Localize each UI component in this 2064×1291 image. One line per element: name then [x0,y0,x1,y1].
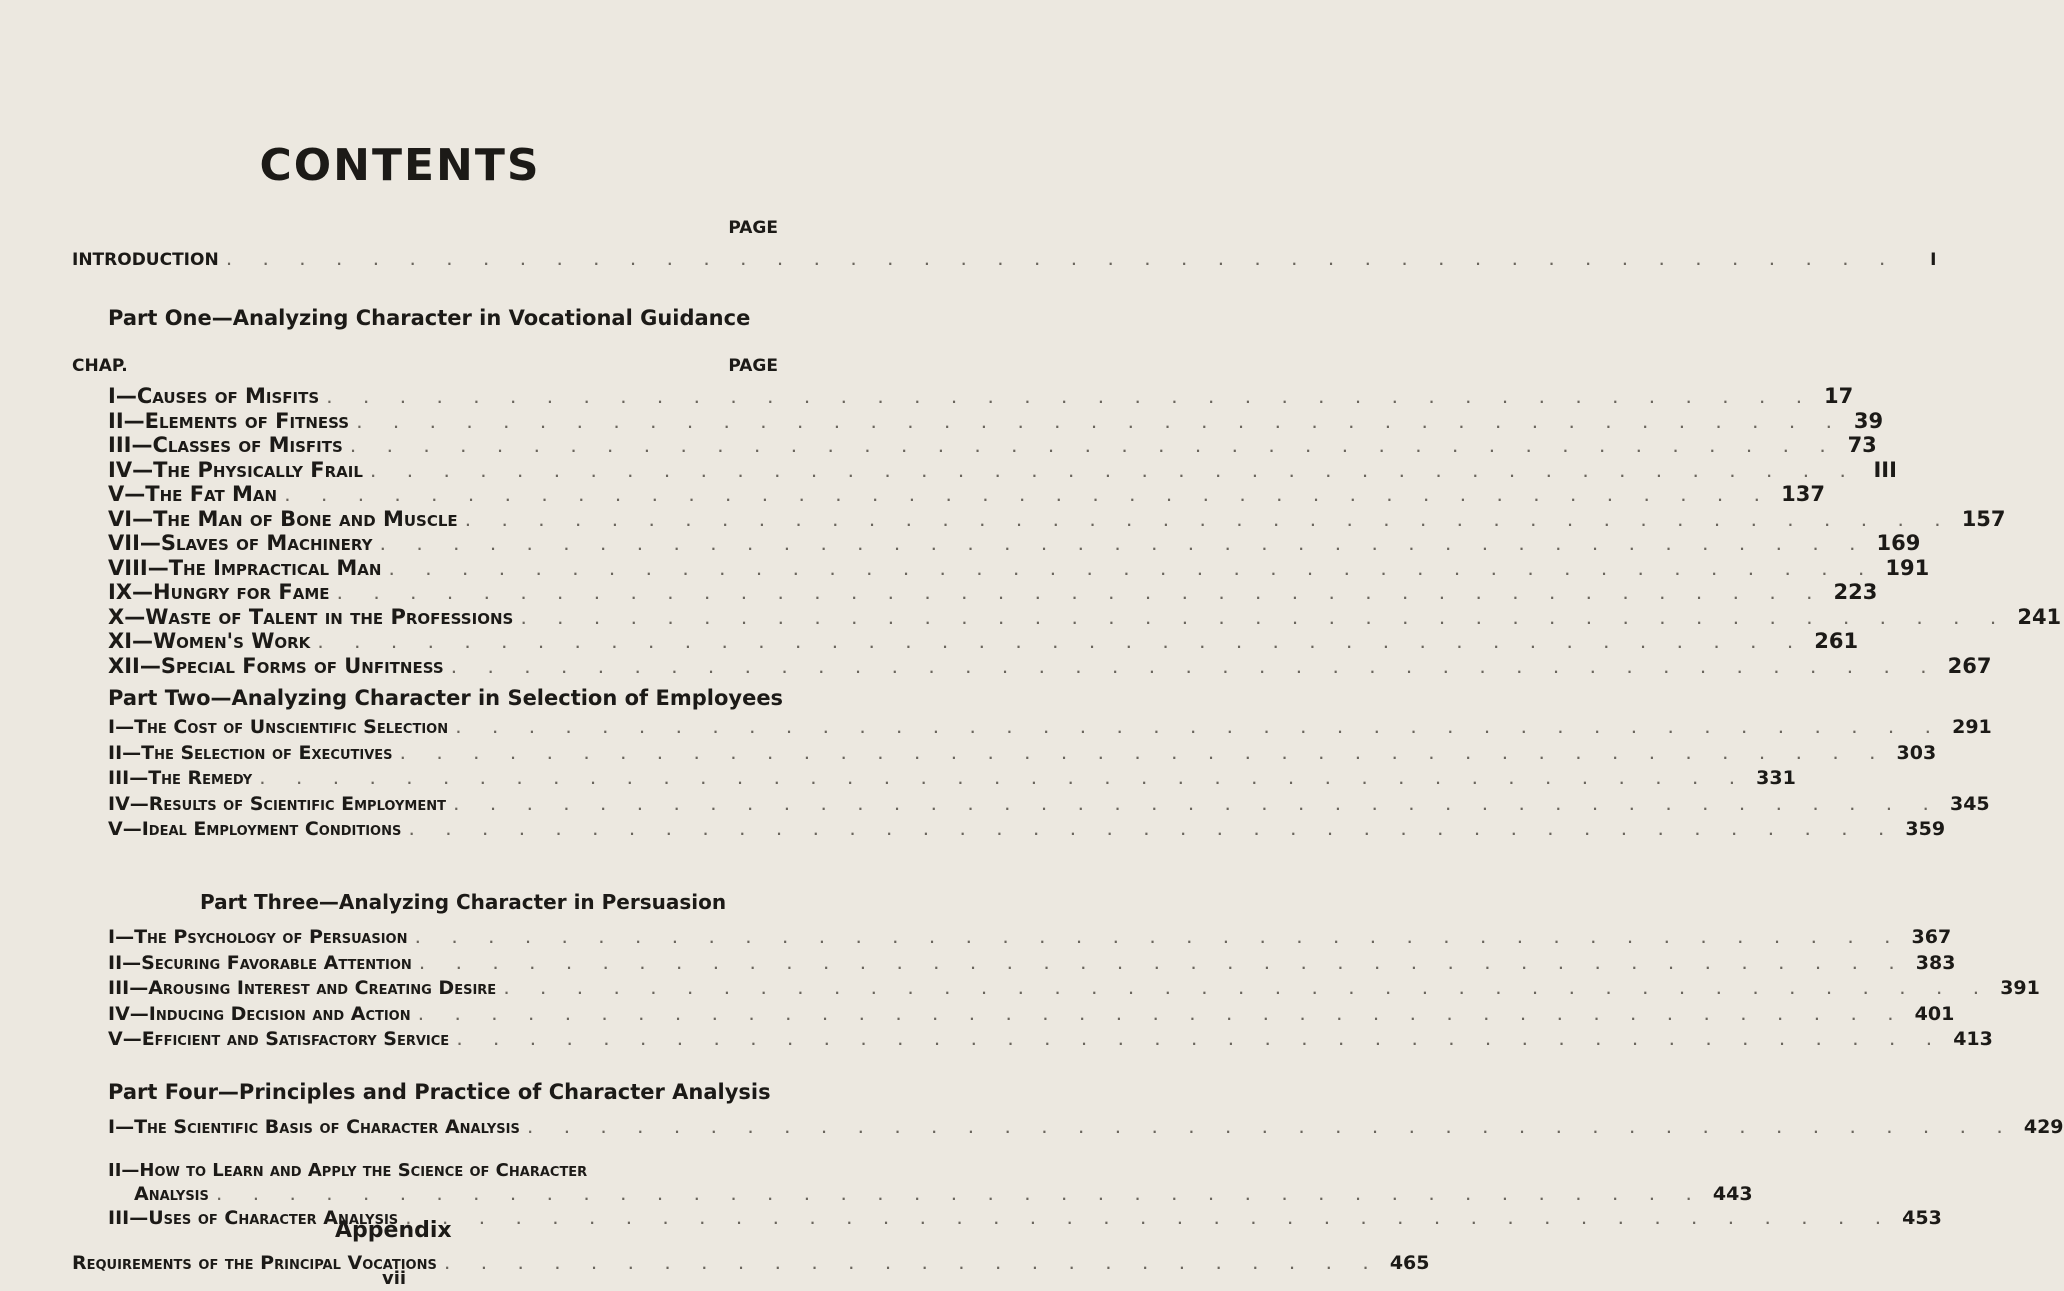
chapter-title: IV—Inducing Decision and Action [108,1002,411,1025]
chapter-page: 443 [1712,1183,1753,1205]
chapter-title: I—Causes of Misfits [108,384,320,408]
dot-leader: . . . . . . . . . . . . . . . . . . . . . . . . . . . . . . . . . . . . . . . . . [457,1034,1946,1048]
chapter-page: 453 [1902,1207,1942,1229]
dot-leader: . . . . . . . . . . . . . . . . . . . . . . . . . . . . . . . . . . . . . . . . . [400,747,1889,762]
toc-entry [108,1116,2064,1138]
chap-page-label: PAGE [728,356,778,376]
part-two-title: Part Two—Analyzing Character in Selection of Employees [108,686,784,710]
dot-leader: . . . . . . . . . . . . . . . . . . . . . . . . . . . . . . . . . . . . . . . . . [350,441,1839,455]
dot-leader: . . . . . . . . . . . . . . . . . . . . . . . . . . . . . . . . . . . . . . . . . [465,514,1954,529]
chapter-title: III—Uses of Character Analysis [108,1207,399,1229]
dot-leader: . . . . . . . . . . . . . . . . . . . . . . . . . . . . . . . . . . . . . . . . . [406,1213,1895,1227]
chapter-page: 157 [1961,506,2006,531]
chapter-title: VIII—The Impractical Man [108,555,382,580]
dot-leader: . . . . . . . . . . . . . . . . . . . . . . . . . . . . . . . . . . . . . . . . . [260,773,1749,787]
toc-entry-part4-2-line1: II—How to Learn and Apply the Science of Character [108,1160,588,1181]
chapter-title: I—The Cost of Unscientific Selection [108,716,449,738]
dot-leader: . . . . . . . . . . . . . . . . . . . . . . . . . . . . . . . . . . . . . . . . . [415,932,1904,946]
dot-leader: . . . . . . . . . . . . . . . . . . . . . . . . . . . . . . . . . . . . . . . . . [337,588,1826,602]
toc-entry [108,457,1897,482]
toc-entry [108,433,1877,457]
dot-leader: . . . . . . . . . . . . . . . . . . . . . . . . . . . . . . . . . . . . . . . . . [451,661,1940,676]
chapter-page: 191 [1885,555,1930,580]
part-three-title: Part Three—Analyzing Character in Persuasion [200,890,727,914]
toc-entry [108,482,1825,506]
toc-entry [108,555,1930,580]
appendix-title: Appendix [335,1218,452,1243]
chapter-page: 331 [1756,767,1796,789]
toc-entry [108,977,2040,999]
chapter-title: III—Arousing Interest and Creating Desire [108,977,497,999]
chapter-title: VII—Slaves of Machinery [108,531,373,555]
toc-entry [108,604,2062,629]
dot-leader: . . . . . . . . . . . . . . . . . . . . . . . . . . . . . . . . . . . . . . . . . [370,465,1859,480]
toc-entry [108,580,1878,604]
chapter-title: V—The Fat Man [108,482,278,506]
chapter-title: II—The Selection of Executives [108,741,393,764]
dot-leader: . . . . . . . . . . . . . . . . . . . . . . . . . . . . . . . . . . . . . . . . . [527,1122,2016,1136]
toc-entry [108,1028,1993,1050]
toc-entry [108,818,1946,840]
dot-leader: . . . . . . . . . . . . . . . . . . . . . . . . . . . . . . . . . . . . . . . . . [380,539,1869,553]
chapter-page: 261 [1814,629,1859,653]
toc-entry [108,531,1921,555]
chapter-title: VI—The Man of Bone and Muscle [108,506,458,531]
chapter-page: 413 [1953,1028,1993,1050]
chapter-page: 169 [1876,531,1921,555]
dot-leader: . . . . . . . . . . . . . . . . . . . . . . . . . . . . . . . . . . . . . . . . . [521,612,2010,627]
chapter-title: I—The Psychology of Persuasion [108,926,408,948]
appendix-label: Requirements of the Principal Vocations [72,1252,437,1274]
chapter-page: 39 [1853,408,1884,433]
toc-entry [108,506,2006,531]
dot-leader: . . . . . . . . . . . . . . . . . . . . . . . . . . . . . . . . . . . . . . . . . [504,983,1993,997]
toc-entry [108,951,1956,974]
chapter-page: 223 [1833,580,1878,604]
chapter-page: 291 [1952,716,1992,738]
chapter-title: II—Securing Favorable Attention [108,951,412,974]
page-title: CONTENTS [259,140,541,191]
toc-entry [108,716,1992,738]
toc-entry [108,741,1937,764]
chapter-title: II—Elements of Fitness [108,408,350,433]
toc-entry [108,384,1854,408]
dot-leader: . . . . . . . . . . . . . . . . . . . . . . . . . . . . . . . . . . . . . . . . . [318,637,1807,651]
chapter-title: IV—Results of Scientific Employment [108,792,446,815]
dot-leader: . . . . . . . . . . . . . . . . . . . . . . . . . . [444,1258,1382,1272]
chapter-page: 303 [1896,741,1937,764]
chapter-title: III—The Remedy [108,767,253,789]
chap-label: CHAP. [72,356,128,376]
chapter-page: 241 [2017,604,2062,629]
dot-leader: . . . . . . . . . . . . . . . . . . . . . . . . . . . . . . . . . . . . . . . . . [216,1189,1705,1203]
toc-entry [108,1183,1753,1205]
chapter-page: III [1873,457,1897,482]
toc-entry [108,926,1952,948]
page-folio: vii [382,1268,407,1289]
toc-entry [108,1002,1955,1025]
chapter-page: 345 [1949,792,1990,815]
dot-leader: . . . . . . . . . . . . . . . . . . . . . . . . . . . . . . . . . . . . . . . . . [456,722,1945,736]
dot-leader: . . . . . . . . . . . . . . . . . . . . . . . . . . . . . . . . . . . . . . . . . [285,490,1774,504]
introduction-label: INTRODUCTION [72,250,219,270]
dot-leader: . . . . . . . . . . . . . . . . . . . . . . . . . . . . . . . . . . . . . . . . . [357,416,1846,431]
toc-entry [108,408,1884,433]
chapter-page: 391 [2000,977,2040,999]
dot-leader: . . . . . . . . . . . . . . . . . . . . . . . . . . . . . . . . . . . . . . . . . [389,563,1878,578]
toc-entry [108,767,1796,789]
chapter-page: 383 [1915,951,1956,974]
introduction-row [72,250,1937,270]
part-four-title: Part Four—Principles and Practice of Character Analysis [108,1080,771,1104]
chapter-title: IV—The Physically Frail [108,457,363,482]
introduction-page: I [1930,250,1937,270]
chapter-page: 359 [1905,818,1946,840]
chapter-title: X—Waste of Talent in the Professions [108,604,514,629]
dot-leader: . . . . . . . . . . . . . . . . . . . . . . . . . . . . . . . . . . . . . . . . . [409,824,1898,838]
chapter-page: 429 [2023,1116,2064,1138]
dot-leader: . . . . . . . . . . . . . . . . . . . . . . . . . . . . . . . . . . . . . . . . . [327,392,1816,406]
appendix-row [72,1252,1430,1274]
chapter-title: IX—Hungry for Fame [108,580,330,604]
dot-leader: . . . . . . . . . . . . . . . . . . . . . . . . . . . . . . . . . . . . . . . . . . . . . . [226,254,1899,268]
toc-entry [108,629,1859,653]
chapter-title: XII—Special Forms of Unfitness [108,653,444,678]
dot-leader: . . . . . . . . . . . . . . . . . . . . . . . . . . . . . . . . . . . . . . . . . [453,798,1942,813]
page-column-label: PAGE [728,218,778,238]
chapter-title: I—The Scientific Basis of Character Analysis [108,1116,520,1138]
appendix-page: 465 [1389,1252,1430,1274]
chapter-page: 17 [1823,384,1854,408]
dot-leader: . . . . . . . . . . . . . . . . . . . . . . . . . . . . . . . . . . . . . . . . . [418,1008,1907,1023]
chapter-title: III—Classes of Misfits [108,433,343,457]
chapter-page: 401 [1914,1002,1955,1025]
chapter-page: 367 [1911,926,1952,948]
chapter-page: 267 [1947,653,1992,678]
toc-entry [108,653,1992,678]
chapter-title: XI—Women's Work [108,629,311,653]
part-one-title: Part One—Analyzing Character in Vocational Guidance [108,306,751,330]
chapter-title: V—Efficient and Satisfactory Service [108,1028,450,1050]
chapter-page: 73 [1847,433,1877,457]
chapter-page: 137 [1781,482,1825,506]
dot-leader: . . . . . . . . . . . . . . . . . . . . . . . . . . . . . . . . . . . . . . . . . [419,957,1908,972]
chapter-title: V—Ideal Employment Conditions [108,818,402,840]
chapter-title: Analysis [134,1183,209,1205]
toc-entry [108,792,1990,815]
